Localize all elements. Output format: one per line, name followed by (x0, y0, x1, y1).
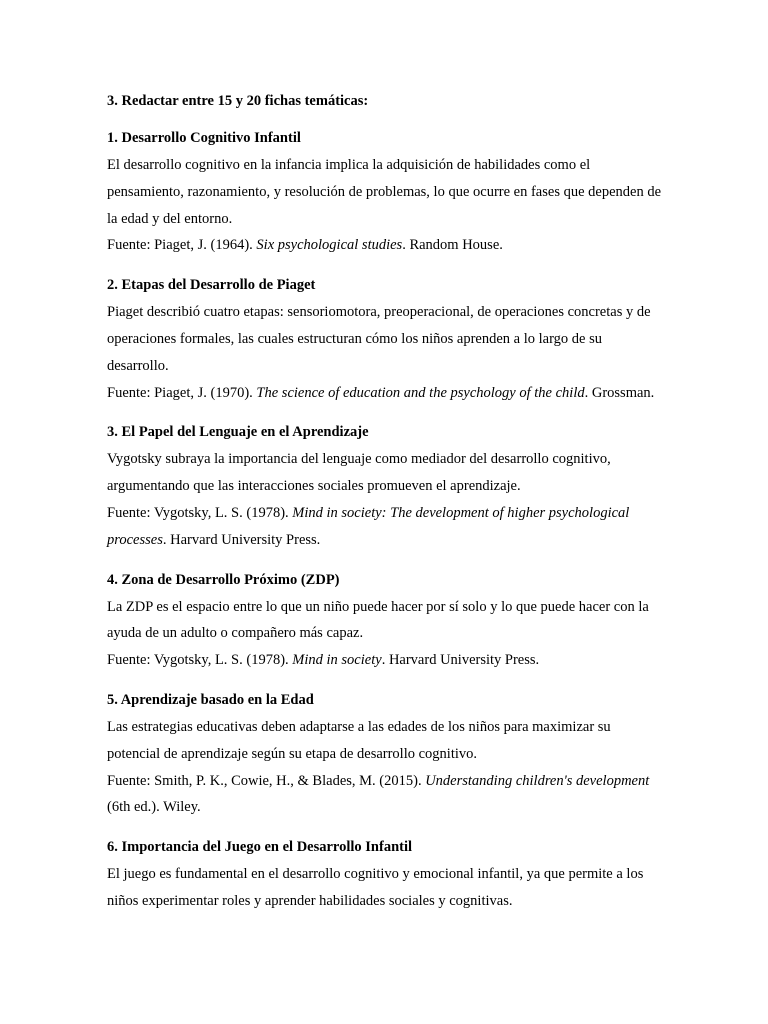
source-prefix: Fuente: Smith, P. K., Cowie, H., & Blades, M. (2015). (107, 772, 426, 789)
source-suffix: . Harvard University Press. (381, 652, 540, 669)
topic-card-5 (107, 689, 667, 821)
card-body: Las estrategias educativas deben adaptarse a las edades de los niños para maximizar su potencial de aprendizaje según su etapa de desarrollo cognitivo. (107, 718, 611, 762)
source-title: Mind in society: The development of higher psychological processes (107, 504, 630, 548)
source-suffix: (6th ed.). Wiley. (107, 799, 201, 816)
card-body: El juego es fundamental en el desarrollo cognitivo y emocional infantil, ya que permite a los niños experimentar roles y aprender habilidades sociales y cognitivas. (107, 866, 644, 909)
card-body: La ZDP es el espacio entre lo que un niño puede hacer por sí solo y lo que puede hacer con la ayuda de un adulto o compañero más capaz. (107, 598, 649, 642)
source-suffix: . Grossman. (584, 384, 655, 401)
card-body: Piaget describió cuatro etapas: sensoriomotora, preoperacional, de operaciones concretas y de operaciones formales, las cuales estructuran cómo los niños aprenden a lo largo de su desarrollo. (107, 304, 651, 374)
source-suffix: . Random House. (402, 237, 503, 254)
card-title: 4. Zona de Desarrollo Próximo (ZDP) (107, 571, 340, 588)
topic-card-6 (107, 836, 667, 915)
card-title: 2. Etapas del Desarrollo de Piaget (107, 277, 316, 294)
source-prefix: Fuente: Piaget, J. (1964). (107, 237, 257, 254)
source-title: Mind in society (292, 652, 382, 669)
source-title: Understanding children's development (425, 772, 650, 789)
topic-card-1 (107, 127, 667, 259)
card-source (107, 500, 667, 554)
card-source (107, 380, 667, 407)
document-heading: 3. Redactar entre 15 y 20 fichas temáticas: (107, 93, 369, 109)
source-prefix: Fuente: Vygotsky, L. S. (1978). (107, 652, 293, 669)
source-title: The science of education and the psychology of the child (256, 384, 585, 401)
card-title: 3. El Papel del Lenguaje en el Aprendizaje (107, 424, 369, 441)
source-prefix: Fuente: Piaget, J. (1970). (107, 384, 257, 401)
card-source (107, 768, 667, 822)
document-page (107, 90, 667, 915)
card-body: Vygotsky subraya la importancia del lenguaje como mediador del desarrollo cognitivo, argumentando que las interacciones sociales promueven el aprendizaje. (107, 451, 611, 495)
card-body: El desarrollo cognitivo en la infancia implica la adquisición de habilidades como el pensamiento, razonamiento, y resolución de problemas, lo que ocurre en fases que dependen de la edad y del entorno. (107, 157, 662, 227)
card-title: 5. Aprendizaje basado en la Edad (107, 691, 314, 708)
source-prefix: Fuente: Vygotsky, L. S. (1978). (107, 504, 293, 521)
card-title: 6. Importancia del Juego en el Desarrollo Infantil (107, 839, 413, 856)
card-title: 1. Desarrollo Cognitivo Infantil (107, 130, 301, 146)
topic-card-4 (107, 569, 667, 674)
card-source (107, 647, 667, 674)
topic-card-2 (107, 274, 667, 406)
topic-card-3 (107, 421, 667, 553)
source-title: Six psychological studies (256, 237, 403, 254)
card-source (107, 232, 667, 259)
source-suffix: . Harvard University Press. (162, 531, 321, 548)
